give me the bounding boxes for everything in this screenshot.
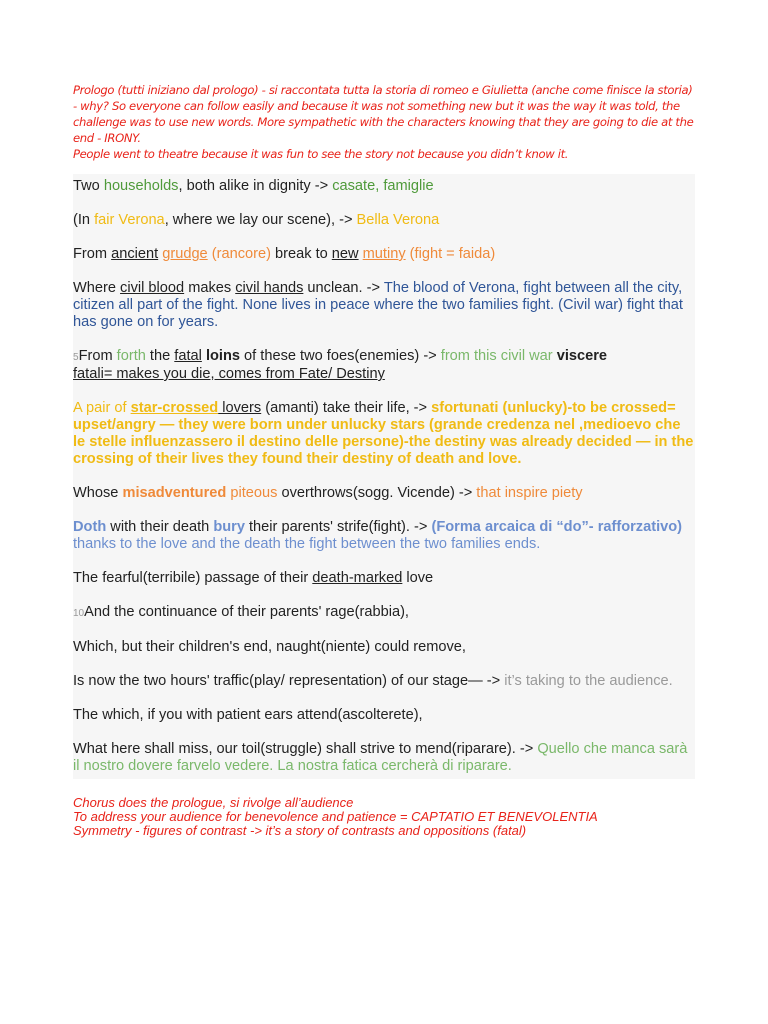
verse-text: From xyxy=(73,246,112,262)
verse-text: Two xyxy=(73,178,104,194)
underlined-note: fatali= makes you die, comes from Fate/ Destiny xyxy=(73,366,385,382)
underlined-word: lovers xyxy=(218,400,262,416)
keyword: misadventured xyxy=(122,485,227,501)
verse-3 xyxy=(73,246,695,263)
verse-text: Whose xyxy=(73,485,123,501)
verse-text: The fearful(terribile) passage of their xyxy=(73,570,313,586)
bold-word: loins xyxy=(205,348,240,364)
closing-line-1: Chorus does the prologue, si rivolge all’audience xyxy=(73,795,354,810)
verse-12 xyxy=(73,673,695,690)
verse-text: Is now the two hours' traffic(play/ representation) of our stage— -> xyxy=(73,673,505,689)
keyword: bury xyxy=(213,519,245,535)
verse-1 xyxy=(73,178,695,195)
translation-note: Bella Verona xyxy=(356,212,440,228)
grammar-note: (Forma arcaica di “do”- rafforzativo) xyxy=(431,519,683,535)
translation-note: sfortunati (unlucky)-to be crossed= upset/angry — they were born under unlucky stars (grande credenza nel ,medioevo che le stelle influenzassero il destino delle persone)-the destiny was already decided — in the crossing of their lives they found their destiny of death and love. xyxy=(73,400,694,467)
line-number: 5 xyxy=(73,352,79,363)
verse-text: The which, if you with patient ears attend(ascolterete), xyxy=(73,707,423,723)
keyword: Doth xyxy=(73,519,107,535)
verse-text: A pair of xyxy=(73,400,131,416)
verse-8 xyxy=(73,519,695,553)
verse-11 xyxy=(73,639,695,656)
closing-line-2: To address your audience for benevolence and patience = CAPTATIO ET BENEVOLENTIA xyxy=(73,809,598,824)
translation-note: it’s taking to the audience. xyxy=(504,673,673,689)
keyword: forth xyxy=(116,348,146,364)
keyword: fair Verona xyxy=(94,212,165,228)
verse-7 xyxy=(73,485,695,502)
verse-text: love xyxy=(402,570,434,586)
translation-note: casate, famiglie xyxy=(332,178,434,194)
verse-text: , where we lay our scene), -> xyxy=(164,212,357,228)
underlined-word: civil hands xyxy=(235,280,304,296)
bold-word: viscere xyxy=(556,348,608,364)
translation-note: (fight = faida) xyxy=(405,246,496,262)
underlined-word: civil blood xyxy=(120,280,185,296)
keyword: households xyxy=(103,178,179,194)
keyword: mutiny xyxy=(362,246,406,262)
translation-note: Quello che manca sarà il nostro dovere farvelo vedere. La nostra fatica cercherà di riparare. xyxy=(73,741,688,774)
verse-5 xyxy=(73,348,695,383)
prologue-text xyxy=(73,174,695,779)
verse-13 xyxy=(73,707,695,724)
verse-text: with their death xyxy=(106,519,214,535)
translation-note: The blood of Verona, fight between all the city, citizen all part of the fight. None lives in peace where the two families fight. (Civil war) fight that has gone on for years. xyxy=(73,280,683,330)
verse-text: makes xyxy=(184,280,236,296)
translation-note: from this civil war xyxy=(440,348,557,364)
keyword: star-crossed xyxy=(130,400,219,416)
verse-text: , both alike in dignity -> xyxy=(178,178,333,194)
verse-9 xyxy=(73,570,695,587)
verse-2 xyxy=(73,212,695,229)
underlined-word: fatal xyxy=(174,348,202,364)
translation-note: thanks to the love and the death the fight between the two families ends. xyxy=(73,536,541,552)
verse-text: What here shall miss, our toil(struggle) shall strive to mend(riparare). -> xyxy=(73,741,538,757)
closing-line-3: Symmetry - figures of contrast -> it’s a story of contrasts and oppositions (fatal) xyxy=(73,823,527,838)
intro-line-2: People went to theatre because it was fun to see the story not because you didn’t know it. xyxy=(73,147,569,161)
keyword: piteous xyxy=(226,485,278,501)
verse-text: the xyxy=(145,348,175,364)
translation-note: (rancore) xyxy=(207,246,271,262)
verse-text: Which, but their children's end, naught(niente) could remove, xyxy=(73,639,466,655)
verse-text: overthrows(sogg. Vicende) -> xyxy=(277,485,477,501)
intro-line-1: Prologo (tutti iniziano dal prologo) - si raccontata tutta la storia di romeo e Giulietta (anche come finisce la storia) - why? So everyone can follow easily and because it was not something new but it was the way it was told, the challenge was to use new words. More sympathetic with the characters knowing that they are going to die at the end - IRONY. xyxy=(73,83,694,145)
verse-text: of these two foes(enemies) -> xyxy=(240,348,441,364)
underlined-word: new xyxy=(331,246,359,262)
verse-14 xyxy=(73,741,695,775)
intro-notes xyxy=(73,82,695,162)
verse-text: their parents' strife(fight). -> xyxy=(244,519,432,535)
underlined-word: ancient xyxy=(111,246,159,262)
line-number: 10 xyxy=(73,608,85,619)
verse-text: And the continuance of their parents' rage(rabbia), xyxy=(84,604,409,620)
verse-text: From xyxy=(78,348,117,364)
document-page xyxy=(73,82,695,838)
closing-notes xyxy=(73,796,695,838)
verse-6 xyxy=(73,400,695,468)
underlined-word: death-marked xyxy=(312,570,403,586)
verse-text: unclean. -> xyxy=(303,280,384,296)
verse-text: (In xyxy=(73,212,95,228)
verse-text: (amanti) take their life, -> xyxy=(261,400,432,416)
verse-10 xyxy=(73,604,695,622)
verse-text: Where xyxy=(73,280,121,296)
keyword: grudge xyxy=(162,246,208,262)
translation-note: that inspire piety xyxy=(476,485,583,501)
verse-4 xyxy=(73,280,695,331)
verse-text: break to xyxy=(270,246,332,262)
